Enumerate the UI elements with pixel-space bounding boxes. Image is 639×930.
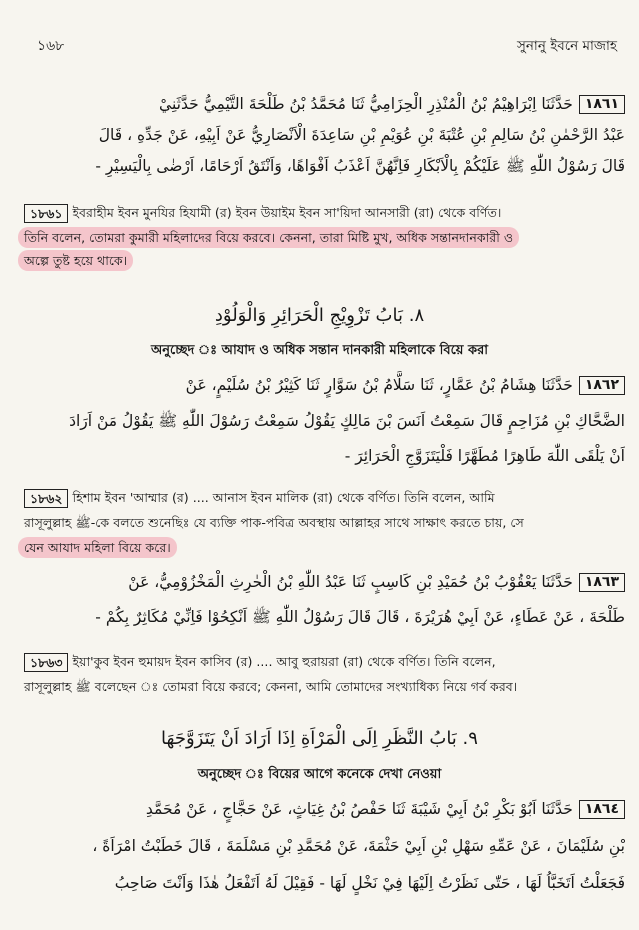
hadith-1863-bengali-line-1: ১৮৬৩ ইয়া'কুব ইবন হুমায়দ ইবন কাসিব (র) .... আবু হুরায়রা (রা) থেকে বর্ণিত। তিনি বলেন,	[24, 651, 496, 672]
hadith-1862-arabic-line-1: ١٨٦٢حَدَّثَنَا هِشَامُ بْنُ عَمَّارٍ، ثَنَا سَلَّامُ بْنُ سَوَّارٍ ثَنَا كَثِيْرُ بْنُ سُلَيْمٍ، عَنْ	[18, 371, 625, 400]
hadith-1862-arabic-line-3: اَنْ يَلْقَى اللّٰهَ طَاهِرًا مُطَهَّرًا فَلْيَتَزَوَّجِ الْحَرَائِرَ -	[344, 447, 625, 465]
highlighted-text-1861: তিনি বলেন, তোমরা কুমারী মহিলাদের বিয়ে করবে। কেননা, তারা মিষ্টি মুখ, অধিক সন্তানদানকারী ও	[18, 227, 519, 248]
hadith-1863-arabic-line-1: ١٨٦٣حَدَّثَنَا يَعْقُوْبُ بْنُ حُمَيْدِ بْنِ كَاسِبٍ ثَنَا عَبْدُ اللّٰهِ بْنُ الْحٰرِثِ الْمَخْزُوْمِيُّ، عَنْ	[18, 568, 625, 597]
hadith-1861-arabic-line-1: ١٨٦١حَدَّثَنَا اِبْرَاهِيْمُ بْنُ الْمُنْذِرِ الْحِزَامِيُّ ثَنَا مُحَمَّدُ بْنُ طَلْحَةَ التَّيْمِيُّ حَدَّثَنِيْ	[18, 90, 625, 119]
hadith-1863-bengali-line-2: রাসূলুল্লাহ ﷺ বলেছেন ঃ তোমরা বিয়ে করবে; কেননা, আমি তোমাদের সংখ্যাধিক্য নিয়ে গর্ব করব।	[24, 679, 518, 694]
chapter-9-title: ٩. بَابُ النَّظَرِ اِلَى الْمَرْاَةِ اِذَا اَرَادَ اَنْ يَتَزَوَّجَهَا	[161, 728, 478, 749]
hadith-1861-bengali-line-1: ১৮৬১ ইবরাহীম ইবন মুনযির হিযামী (র) ইবন উয়াইম ইবন সা'য়িদা আনসারী (রা) থেকে বর্ণিত।	[24, 202, 501, 223]
book-title: সুনানু ইবনে মাজাহ	[516, 38, 617, 54]
hadith-number-box: ١٨٦٣	[579, 573, 625, 592]
hadith-number-box: ١٨٦٢	[579, 376, 625, 395]
hadith-number-box: ١٨٦١	[579, 95, 625, 114]
chapter-9-subtitle: অনুচ্ছেদ ঃ বিয়ের আগে কনেকে দেখা নেওয়া	[197, 767, 442, 782]
hadith-number-box: ১৮৬৩	[24, 653, 68, 672]
hadith-1862-bengali-line-1: ১৮৬২ হিশাম ইবন 'আম্মার (র) .... আনাস ইবন মালিক (রা) থেকে বর্ণিত। তিনি বলেন, আমি	[24, 487, 495, 508]
hadith-1861-arabic-line-3: قَالَ رَسُوْلُ اللّٰهِ ﷺ عَلَيْكُمْ بِالْاَبْكَارِ فَاِنَّهُنَّ اَعْذَبُ اَفْوَاهًا، وَاَنْتَقُ اَرْحَامًا، اَرْضٰى بِالْيَسِيْرِ -	[95, 157, 625, 175]
hadith-1864-arabic-line-1: ١٨٦٤حَدَّثَنَا اَبُوْ بَكْرِ بْنُ اَبِيْ شَيْبَةَ ثَنَا حَفْصُ بْنُ غِيَاثٍ، عَنْ حَجَّاجٍ ، عَنْ مُحَمَّدِ	[18, 795, 625, 824]
highlighted-text-1861-cont: অল্পে তুষ্ট হয়ে থাকে।	[18, 250, 133, 271]
page-number: ১৬৮	[37, 38, 65, 54]
highlighted-text-1862: যেন আযাদ মহিলা বিয়ে করে।	[18, 537, 177, 558]
hadith-1862-arabic-line-2: الضَّحَّاكِ بْنِ مُزَاحِمٍ قَالَ سَمِعْتُ اَنَسَ بْنَ مَالِكٍ يَقُوْلُ سَمِعْتُ رَسُوْلَ اللّٰهِ ﷺ يَقُوْلُ مَنْ اَرَادَ	[69, 412, 625, 430]
hadith-number-box: ١٨٦٤	[579, 800, 625, 819]
hadith-number-box: ১৮৬২	[24, 489, 68, 508]
hadith-1862-bengali-line-2: রাসূলুল্লাহ ﷺ-কে বলতে শুনেছিঃ যে ব্যক্তি পাক-পবিত্র অবস্থায় আল্লাহর সাথে সাক্ষাৎ করতে চায়, সে	[24, 515, 524, 530]
chapter-8-subtitle: অনুচ্ছেদ ঃ আযাদ ও অধিক সন্তান দানকারী মহিলাকে বিয়ে করা	[150, 343, 489, 358]
hadith-1864-arabic-line-2: بْنِ سُلَيْمَانَ ، عَنْ عَمِّهِ سَهْلِ بْنِ اَبِيْ حَثْمَةَ، عَنْ مُحَمَّدِ بْنِ مَسْلَمَةَ ، قَالَ خَطَبْتُ امْرَاَةً ،	[92, 837, 625, 855]
hadith-1861-arabic-line-2: عَبْدُ الرَّحْمٰنِ بْنُ سَالِمِ بْنِ عُتْبَةَ بْنِ عُوَيْمِ بْنِ سَاعِدَةَ الْاَنْصَارِيُّ عَنْ اَبِيْهِ، عَنْ جَدِّهِ ، قَالَ	[98, 126, 625, 144]
hadith-1864-arabic-line-3: فَجَعَلْتُ اَتَخَبَّاُ لَهَا ، حَتّٰى نَظَرْتُ اِلَيْهَا فِيْ نَخْلٍ لَهَا - فَقِيْلَ لَهُ اَتَفْعَلُ هٰذَا وَاَنْتَ صَاحِبُ	[114, 874, 625, 892]
hadith-number-box: ১৮৬১	[24, 204, 68, 223]
chapter-8-title: ٨. بَابُ تَزْوِيْجِ الْحَرَائِرِ وَالْوَلُوْدِ	[214, 305, 425, 326]
hadith-1863-arabic-line-2: طَلْحَةَ ، عَنْ عَطَاءٍ، عَنْ اَبِيْ هُرَيْرَةَ ، قَالَ قَالَ رَسُوْلُ اللّٰهِ ﷺ اَنْكِحُوْا فَاِنِّيْ مُكَاثِرٌ بِكُمْ -	[95, 608, 625, 626]
